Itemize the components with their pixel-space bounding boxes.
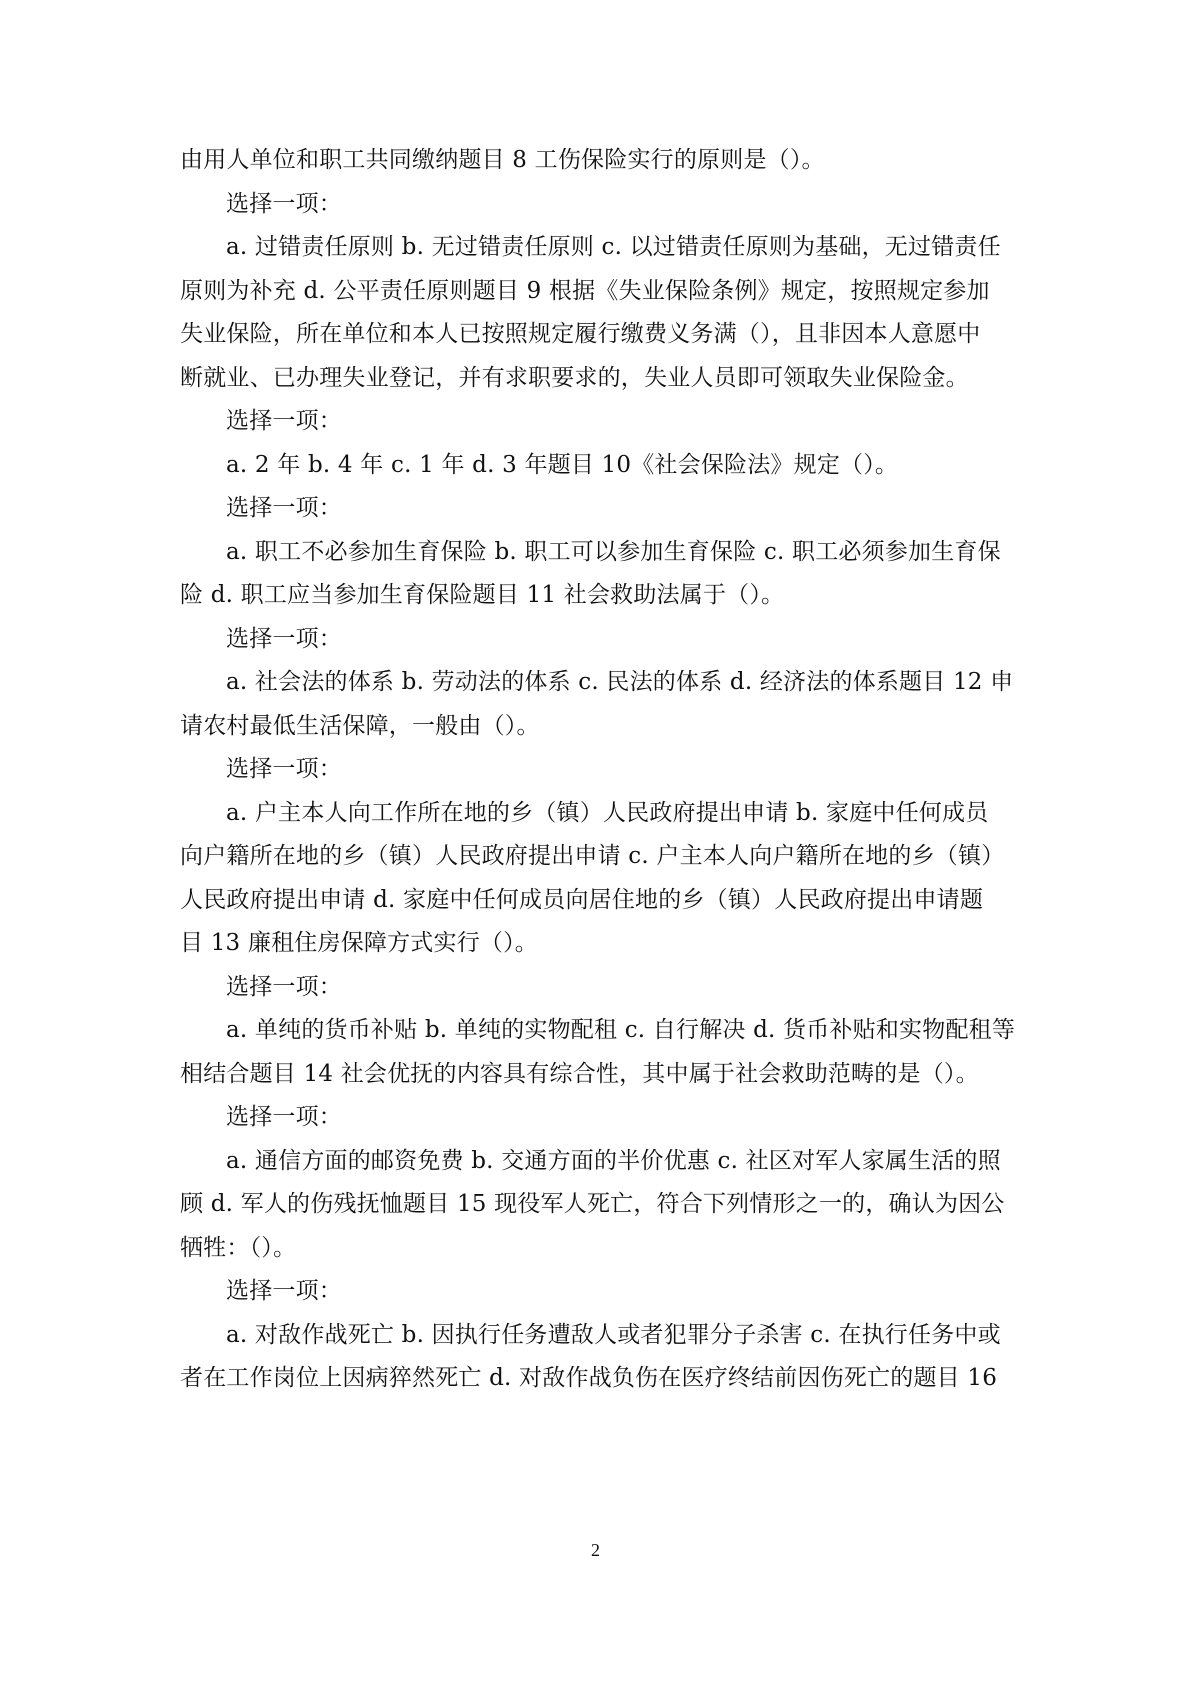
text-line-14: 请农村最低生活保障，一般由（）。 (180, 713, 540, 739)
text-line-29: 者在工作岗位上因病猝然死亡 d. 对敌作战负伤在医疗终结前因伤死亡的题目 16 (180, 1365, 998, 1391)
choice-prompt: 选择一项： (226, 1104, 342, 1130)
choice-prompt: 选择一项： (226, 756, 342, 782)
text-line-17: 向户籍所在地的乡（镇）人民政府提出申请 c. 户主本人向户籍所在地的乡（镇） (180, 843, 1005, 869)
choice-prompt: 选择一项： (226, 1278, 342, 1304)
text-line-28: a. 对敌作战死亡 b. 因执行任务遭敌人或者犯罪分子杀害 c. 在执行任务中或 (226, 1322, 1001, 1348)
text-line-3: a. 过错责任原则 b. 无过错责任原则 c. 以过错责任原则为基础，无过错责任 (226, 234, 1001, 260)
text-line-6: 断就业、已办理失业登记，并有求职要求的，失业人员即可领取失业保险金。 (180, 365, 969, 391)
choice-prompt: 选择一项： (226, 495, 342, 521)
choice-prompt: 选择一项： (226, 974, 342, 1000)
text-line-4: 原则为补充 d. 公平责任原则题目 9 根据《失业保险条例》规定，按照规定参加 (180, 278, 990, 304)
text-line-10: a. 职工不必参加生育保险 b. 职工可以参加生育保险 c. 职工必须参加生育保 (226, 539, 1001, 565)
text-line-19: 目 13 廉租住房保障方式实行（）。 (180, 930, 538, 956)
choice-prompt: 选择一项： (226, 626, 342, 652)
text-line-1: 由用人单位和职工共同缴纳题目 8 工伤保险实行的原则是（）。 (180, 147, 825, 173)
text-line-25: 顾 d. 军人的伤残抚恤题目 15 现役军人死亡，符合下列情形之一的，确认为因公 (180, 1191, 1005, 1217)
choice-prompt: 选择一项： (226, 408, 342, 434)
text-line-16: a. 户主本人向工作所在地的乡（镇）人民政府提出申请 b. 家庭中任何成员 (226, 800, 989, 826)
text-line-22: 相结合题目 14 社会优抚的内容具有综合性，其中属于社会救助范畴的是（）。 (180, 1061, 979, 1087)
text-line-24: a. 通信方面的邮资免费 b. 交通方面的半价优惠 c. 社区对军人家属生活的照 (226, 1148, 1001, 1174)
choice-prompt: 选择一项： (226, 191, 342, 217)
text-line-8: a. 2 年 b. 4 年 c. 1 年 d. 3 年题目 10《社会保险法》规定（）。 (226, 452, 899, 478)
text-line-11: 险 d. 职工应当参加生育保险题目 11 社会救助法属于（）。 (180, 582, 785, 608)
page-number: 2 (591, 1540, 600, 1560)
text-line-21: a. 单纯的货币补贴 b. 单纯的实物配租 c. 自行解决 d. 货币补贴和实物配租等 (226, 1017, 1016, 1043)
text-line-13: a. 社会法的体系 b. 劳动法的体系 c. 民法的体系 d. 经济法的体系题目 12 申 (226, 669, 1014, 695)
text-line-5: 失业保险，所在单位和本人已按照规定履行缴费义务满（），且非因本人意愿中 (180, 321, 981, 347)
text-line-26: 牺牲：（）。 (180, 1235, 297, 1261)
text-line-18: 人民政府提出申请 d. 家庭中任何成员向居住地的乡（镇）人民政府提出申请题 (180, 887, 984, 913)
